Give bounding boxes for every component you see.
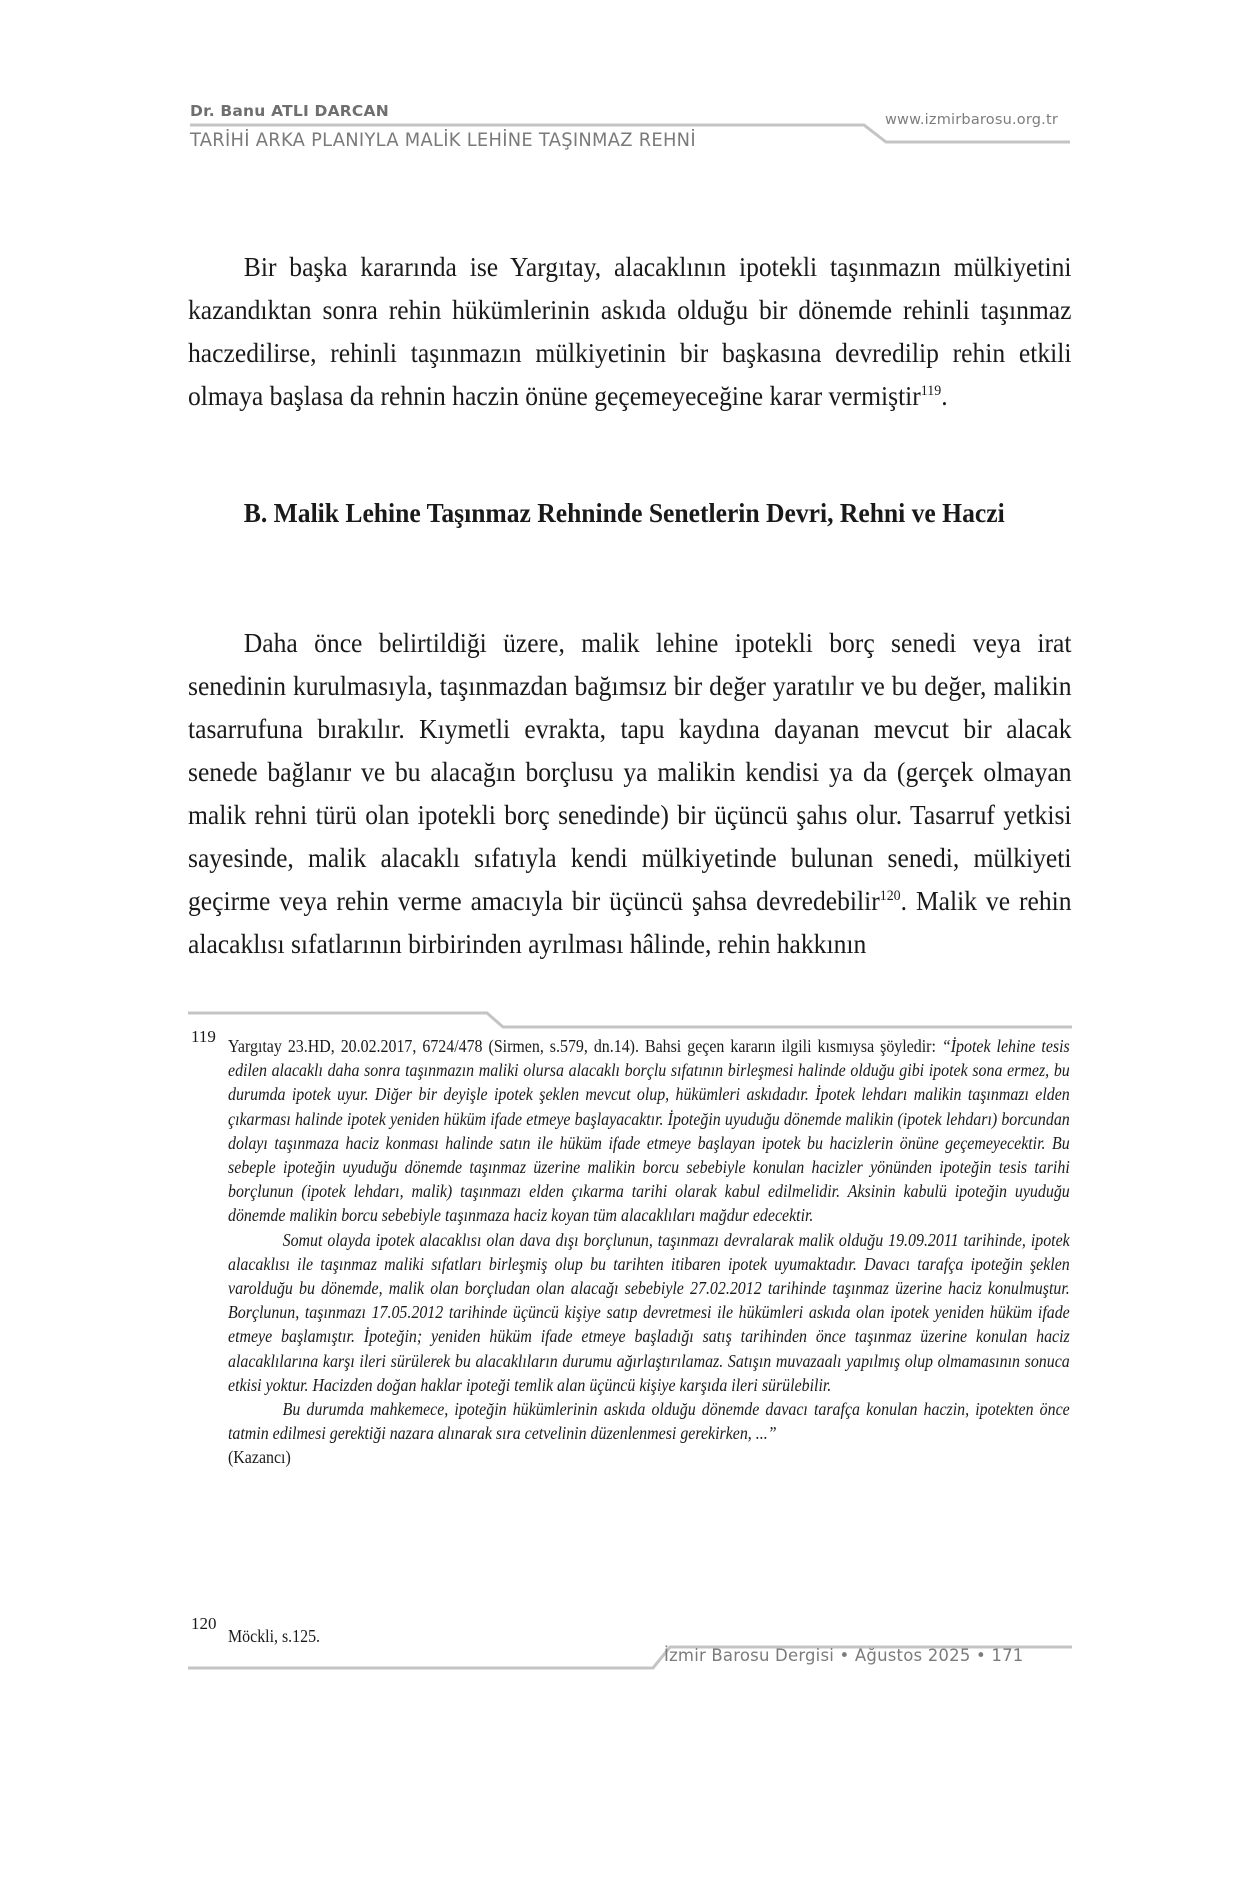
footnote-quote-paragraph-2: Somut olayda ipotek alacaklısı olan dava dışı borçlunun, taşınmazı devralarak malik olduğu 19.09.2011 tarihinde, ipotek alacaklısı ile taşınmaz maliki sıfatları birleşmiş olup bu tarihten itibaren ipotek uyumaktadır. Davacı tarafça ipoteğin şeklen varolduğu bu dönemde, malik olan borçludan olan alacağı sebebiyle 27.02.2012 tarihinde taşınmaz üzerine haciz konulmuştur. Borçlunun, taşınmazı 17.05.2012 tarihinde üçüncü kişiye satıp devretmesi ile hükümleri askıda olan ipotek yeniden hüküm ifade etmeye başlamıştır. İpoteğin; yeniden hüküm ifade etmeye başladığı satış tarihinden önce taşınmaz üzerine konulan haciz alacaklılarına karşı ileri sürülerek bu alacaklıların durumu ağırlaştırılamaz. Satışın muvazaalı yapılmış olup olmamasının sonuca etkisi yoktur. Hacizden doğan haklar ipoteği temlik alan üçüncü kişiye karşıda ileri sürülebilir.	[228, 1229, 1070, 1395]
footer-page-number: 171	[991, 1646, 1024, 1665]
footnote-citation: Möckli, s.125.	[228, 1626, 321, 1646]
paragraph-text	[188, 245, 1072, 417]
footnote-citation: Yargıtay 23.HD, 20.02.2017, 6724/478 (Sirmen, s.579, dn.14). Bahsi geçen kararın ilgili kısmıysa şöyledir:	[228, 1036, 942, 1056]
paragraph-text	[188, 621, 1072, 965]
paragraph-2-text: Daha önce belirtildiği üzere, malik lehine ipotekli borç senedi veya irat senedinin kurulmasıyla, taşınmazdan bağımsız bir değer yaratılır ve bu değer, malikin tasarrufuna bırakılır. Kıymetli evrakta, tapu kaydına dayanan mevcut bir alacak senede bağlanır ve bu alacağın borçlusu ya malikin kendisi ya da (gerçek olmayan malik rehni türü olan ipotekli borç senedinde) bir üçüncü şahıs olur. Tasarruf yetkisi sayesinde, malik alacaklı sıfatıyla kendi mülkiyetinde bulunan senedi, mülkiyeti geçirme veya rehin verme amacıyla bir üçüncü şahsa devredebilir	[188, 627, 1072, 916]
footnote-source: (Kazancı)	[228, 1447, 291, 1468]
footnote-ref-120[interactable]: 120	[879, 888, 901, 904]
footnote-quote-paragraph-1: “İpotek lehine tesis edilen alacaklı daha sonra taşınmazın maliki olursa alacaklı borçlu sıfatının birleşmesi halinde olduğu gibi ipotek sona ermez, bu durumda ipotek uyur. Diğer bir deyişle ipotek şeklen mevcut olup, hükümleri askıdadır. İpotek lehdarı malikin taşınmazı elden çıkarması halinde ipotek yeniden hüküm ifade etmeye başlayacaktır. İpoteğin uyuduğu dönemde malikin (ipotek lehdarı) borcundan dolayı taşınmaza haciz konması halinde satın ile hüküm ifade etmeye başlayan ipotek bu hacizlerin önüne geçemeyecektir. Bu sebeple ipoteğin uyuduğu dönemde taşınmaz üzerine malikin borcu sebebiyle konulan hacizler yönünden ipoteğin tesis tarihi borçlunun (ipotek lehdarı, malik) taşınmazı elden çıkarma tarihi olarak kabul edilmelidir. Aksinin kabulü ipoteğin uyuduğu dönemde malikin borcu sebebiyle taşınmaza haciz koyan tüm alacaklıları mağdur edecektir.	[228, 1036, 1070, 1226]
paragraph-2-continuation: . Malik ve rehin alacaklısı sıfatlarının birbirinden ayrılması hâlinde, rehin hakkının	[188, 885, 1072, 959]
footnote-number: 120	[191, 1614, 217, 1633]
footnote-120	[188, 1614, 628, 1648]
footnote-ref-119[interactable]: 119	[920, 383, 942, 399]
footer-separator: •	[839, 1646, 850, 1665]
footer-journal-name: İzmir Barosu Dergisi	[664, 1646, 835, 1665]
footer-separator: •	[975, 1646, 986, 1665]
body-paragraph-2	[188, 621, 1072, 965]
footnote-separator-rule	[188, 1013, 1072, 1027]
footnote-body	[228, 1618, 592, 1648]
header-website-link[interactable]: www.izmirbarosu.org.tr	[885, 112, 1059, 128]
header-running-title: TARİHİ ARKA PLANIYLA MALİK LEHİNE TAŞINMAZ REHNİ	[190, 129, 696, 151]
footnote-body	[228, 1027, 1070, 1470]
footnotes-section	[188, 1027, 1072, 1646]
footer-issue-date: Ağustos 2025	[854, 1646, 971, 1665]
header-author: Dr. Banu ATLI DARCAN	[190, 102, 389, 120]
body-paragraph-1	[188, 245, 1072, 417]
footnote-119	[188, 1027, 1072, 1470]
section-heading: B. Malik Lehine Taşınmaz Rehninde Senetlerin Devri, Rehni ve Haczi	[243, 497, 1005, 528]
footer-journal-info	[664, 1646, 1023, 1665]
paragraph-1-trailing: .	[941, 380, 948, 411]
footnote-number: 119	[191, 1027, 216, 1046]
paragraph-1-text: Bir başka kararında ise Yargıtay, alacaklının ipotekli taşınmazın mülkiyetini kazandıktan sonra rehin hükümlerinin askıda olduğu bir dönemde rehinli taşınmaz haczedilirse, rehinli taşınmazın mülkiyetinin bir başkasına devredilip rehin etkili olmaya başlasa da rehnin haczin önüne geçemeyeceğine karar vermiştir	[188, 251, 1072, 411]
footnote-quote-paragraph-3: Bu durumda mahkemece, ipoteğin hükümlerinin askıda olduğu dönemde davacı tarafça konulan haczin, ipotekten önce tatmin edilmesi gerektiği nazara alınarak sıra cetvelinin düzenlenmesi gerekirken, ...”	[228, 1399, 1070, 1444]
